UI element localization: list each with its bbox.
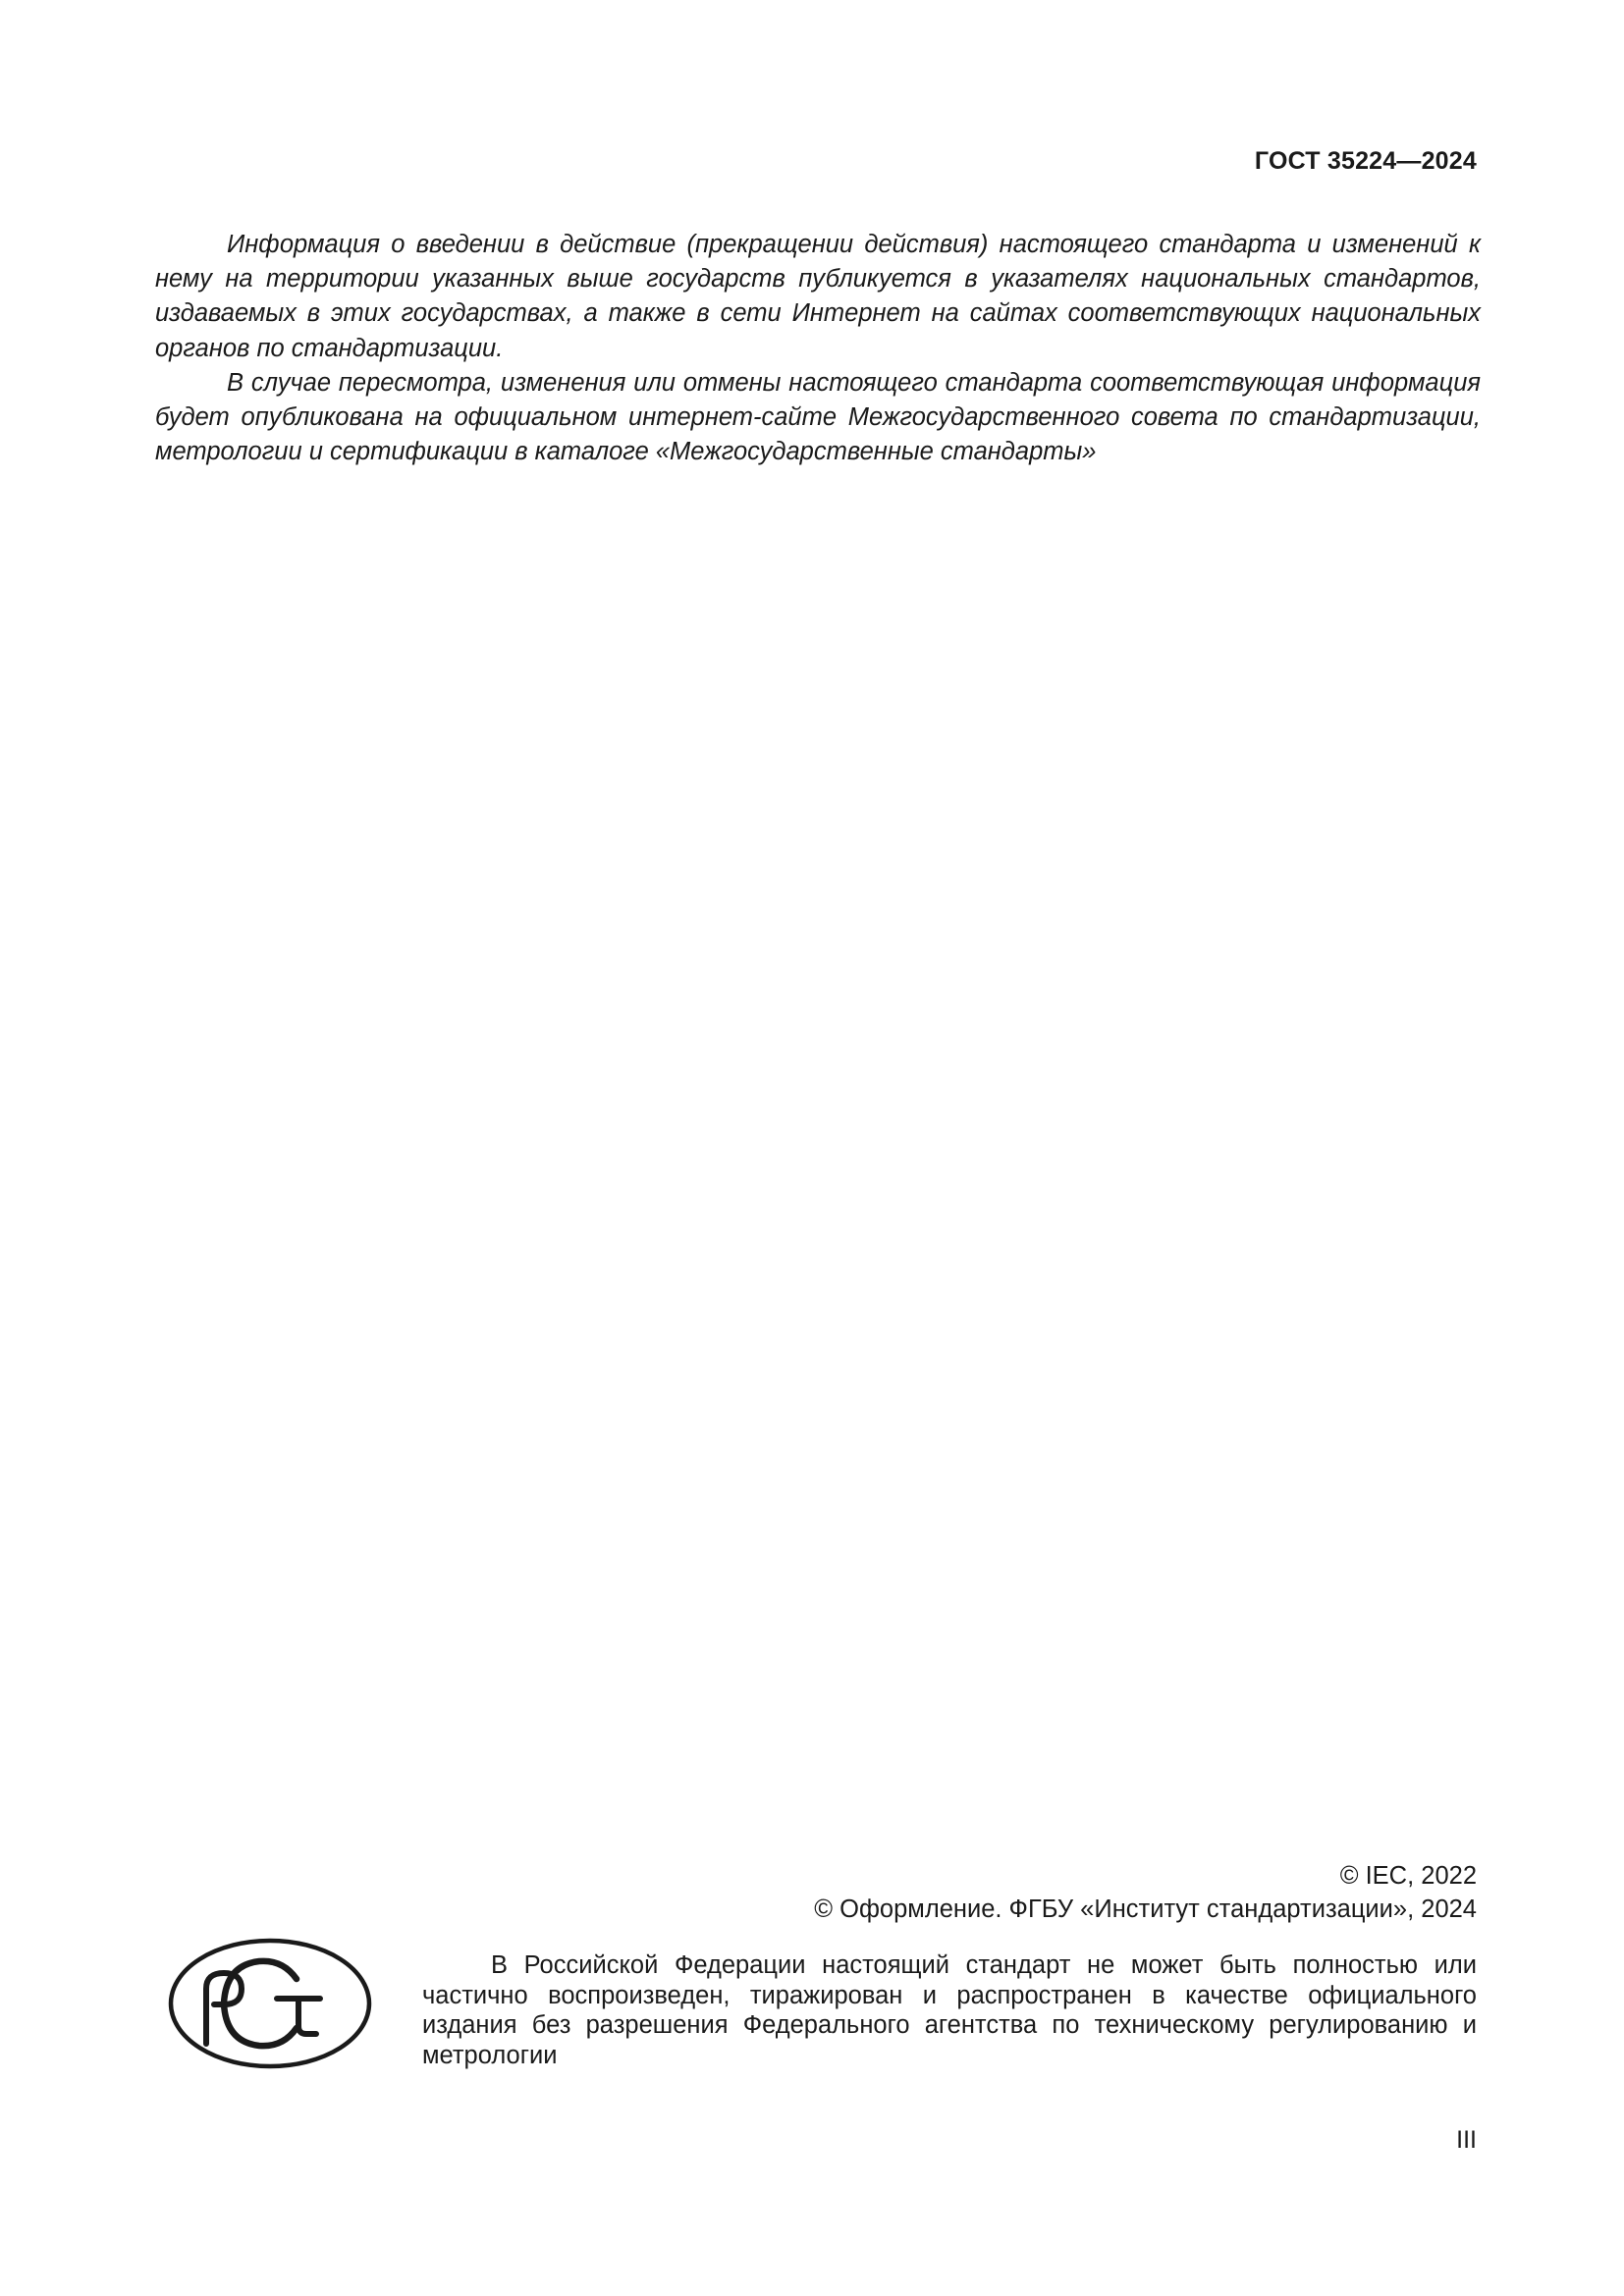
copyright-design: © Оформление. ФГБУ «Институт стандартизации», 2024 [814, 1895, 1477, 1923]
page-number: III [1456, 2126, 1477, 2154]
reproduction-notice [422, 1950, 1477, 2070]
intro-paragraph: В случае пересмотра, изменения или отмены настоящего стандарта соответствующая информация будет опубликована на официальном интернет-сайте Межгосударственного совета по стандартизации, метрологии и сертификации в каталоге «Межгосударственные стандарты» [155, 368, 1481, 466]
rst-logo-icon [167, 1936, 373, 2071]
intro-paragraph: Информация о введении в действие (прекращении действия) настоящего стандарта и изменений к нему на территории указанных выше государств публикуется в указателях национальных стандартов, издаваемых в этих государствах, а также в сети Интернет на сайтах соответствующих национальных органов по стандартизации. [155, 231, 1481, 362]
standard-code: ГОСТ 35224—2024 [1254, 147, 1477, 175]
copyright-iec: © IEC, 2022 [1339, 1862, 1477, 1890]
copyright-block [814, 1860, 1477, 1926]
intro-section [155, 228, 1481, 469]
notice-text: В Российской Федерации настоящий стандарт не может быть полностью или частично воспроизведен, тиражирован и распространен в качестве официального издания без разрешения Федерального агентства по техническому регулированию и метрологии [422, 1951, 1477, 2069]
